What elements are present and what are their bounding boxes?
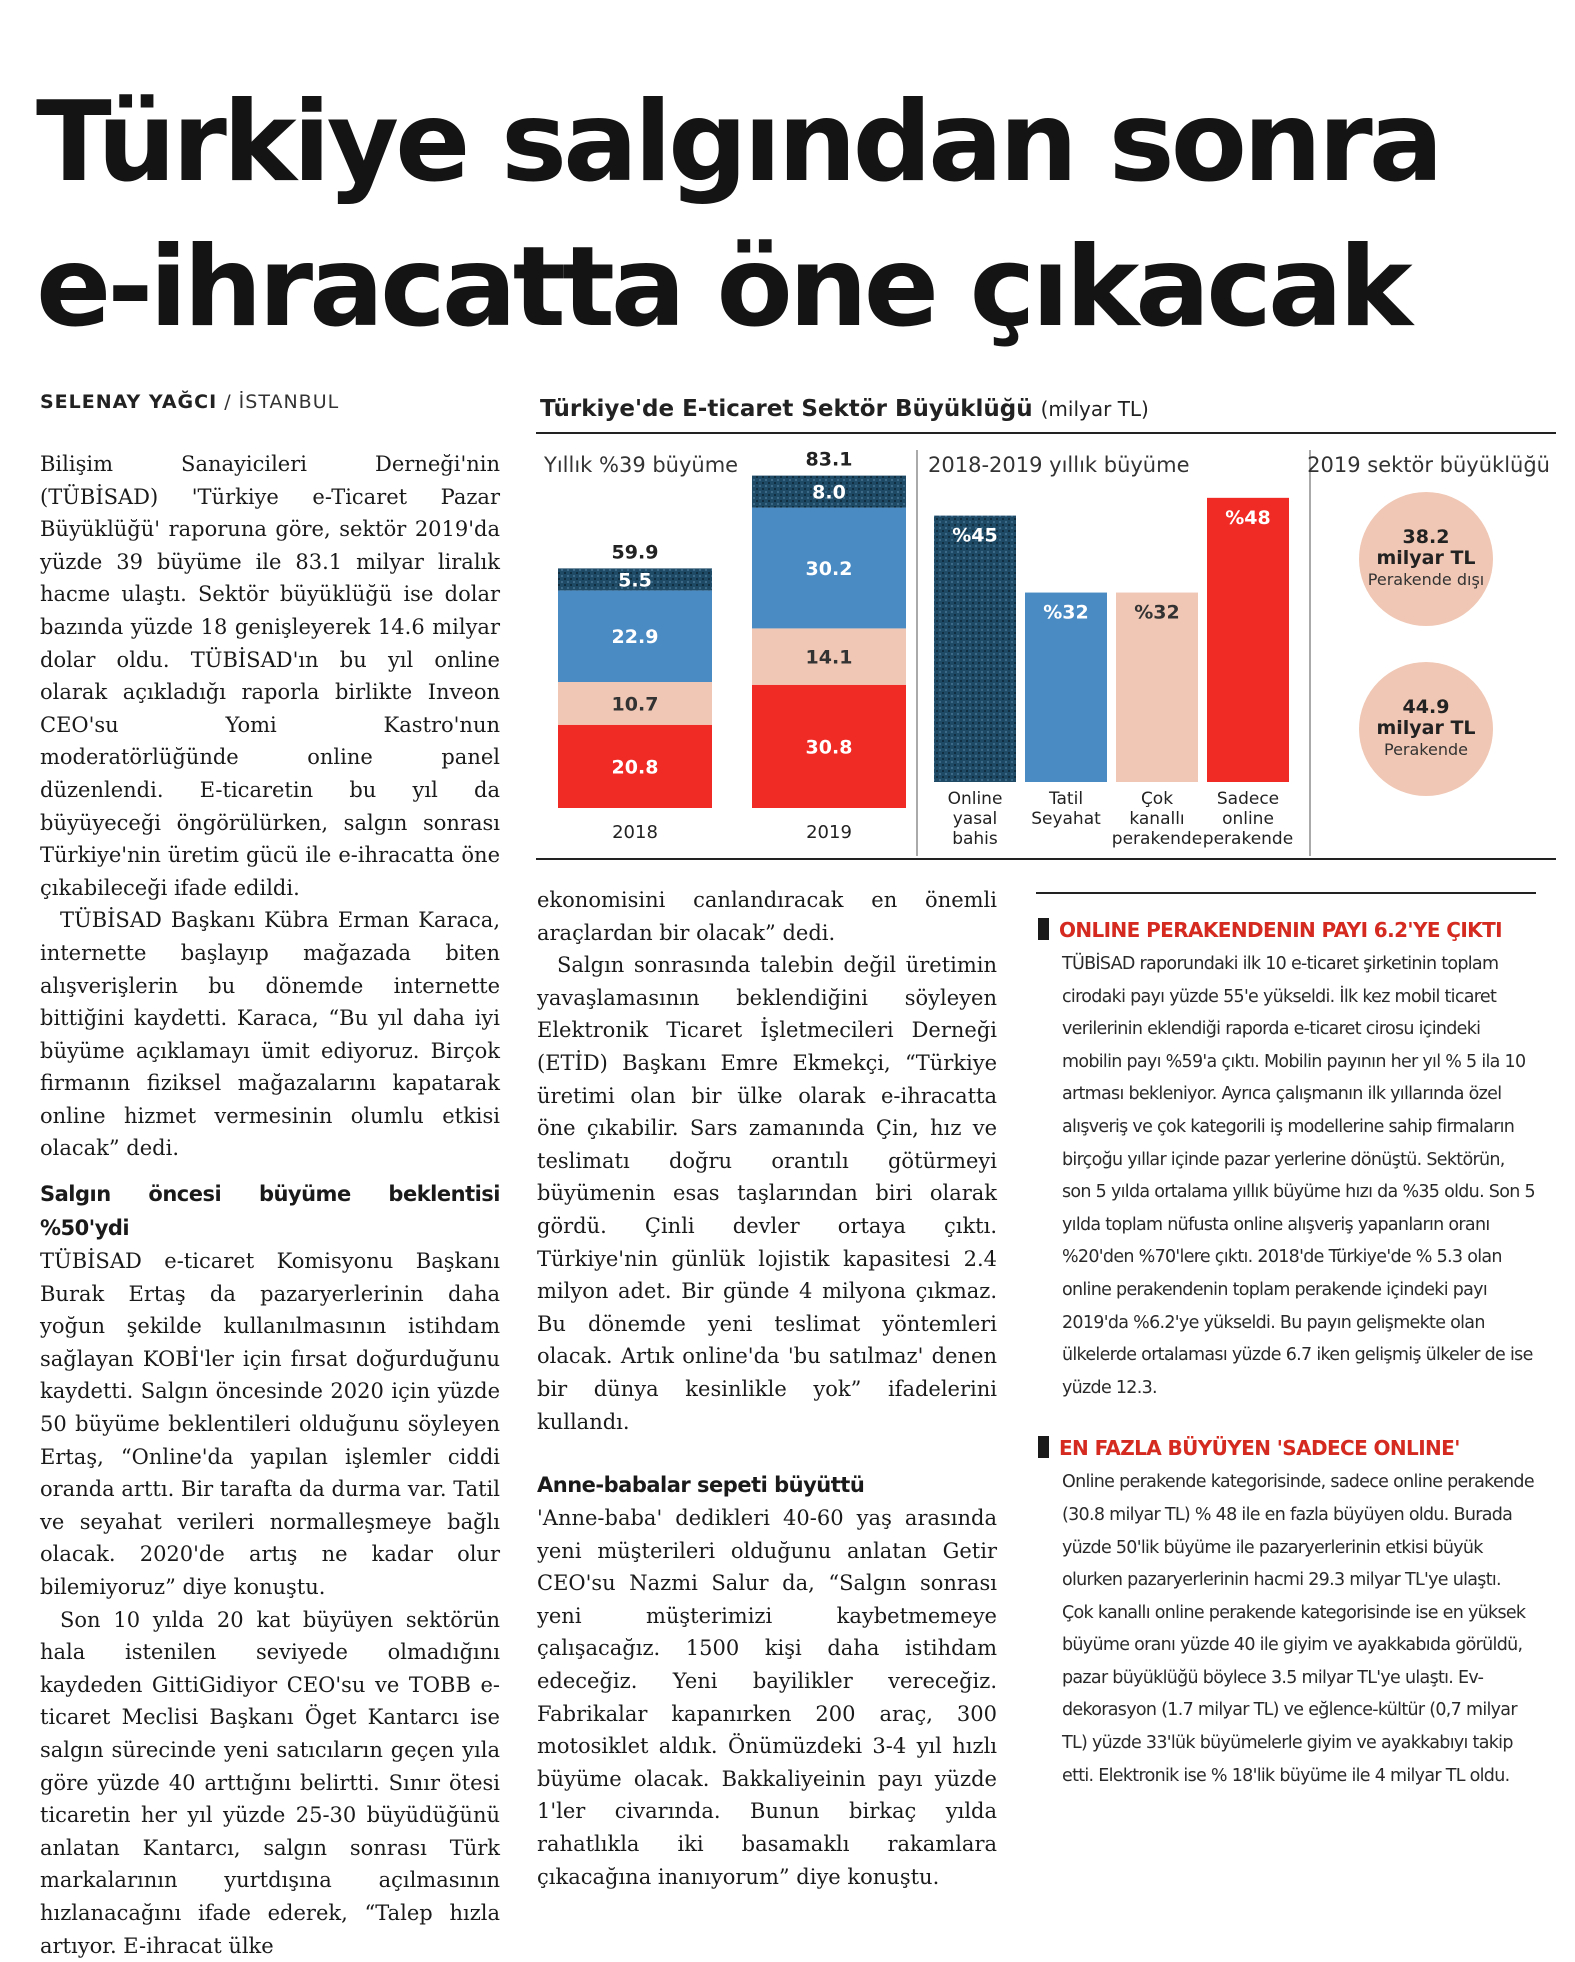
panel3-subtitle: 2019 sektör büyüklüğü	[1307, 453, 1550, 477]
circle-label: Perakende dışı	[1367, 570, 1485, 589]
middle-paragraph-2: Salgın sonrasında talebin değil üretimin yavaşlamasının beklendiğini söyleyen Elektronik Ticaret İşletmecileri Derneği (ETİD) Başkanı Emre Ekmekçi, “Türkiye üretimi olan bir ülke olarak e-ihracatta öne çıkabilir. Sars zamanında Çin, hız ve teslimatı doğru orantılı götürmeyi büyümenin esas taşlarından biri olarak gördü. Çinli devler ortaya çıktı. Türkiye'nin günlük lojistik kapasitesi 2.4 milyon adet. Bir günde 4 milyona çıkmaz. Bu dönemde yeni teslimat yöntemleri olacak. Artık online'da 'bu satılmaz' denen bir dünya kesinlikle yok” ifadelerini kullandı.	[537, 953, 997, 1434]
category-label: Çok	[1140, 789, 1174, 809]
headline-line-2: e-ihracatta öne çıkacak	[36, 223, 1409, 352]
category-label: online	[1222, 809, 1274, 829]
sidebar-column	[1038, 912, 1535, 1792]
sidebar-box2-text: Online perakende kategorisinde, sadece online perakende (30.8 milyar TL) % 48 ile en fazla büyüyen oldu. Burada yüzde 50'lik büyüme ile pazaryerlerinin etkisi büyük olurken pazaryerlerinin hacmi 29.3 milyar TL'ye ulaştı. Çok kanallı online perakende kategorisinde ise en yüksek büyüme oranı yüzde 40 ile giyim ve ayakkabıda görüldü, pazar büyüklüğü böylece 3.5 milyar TL'ye ulaştı. Ev-dekorasyon (1.7 milyar TL) ve eğlence-kültür (0,7 milyar TL) yüzde 33'lük büyümelerle giyim ve ayakkabıyı takip etti. Elektronik ise % 18'lik büyüme ile 4 milyar TL oldu.	[1062, 1472, 1534, 1786]
category-label: bahis	[952, 829, 998, 849]
x-tick-label: 2018	[612, 822, 658, 843]
chart-area	[536, 436, 1556, 860]
category-label: kanallı	[1129, 809, 1185, 829]
sidebar-box2-title-text: EN FAZLA BÜYÜYEN 'SADECE ONLINE'	[1059, 1436, 1460, 1461]
growth-bar	[934, 516, 1016, 782]
chart-title	[540, 396, 1149, 422]
middle-paragraph-3: 'Anne-baba' dedikleri 40-60 yaş arasında yeni müşterileri olduğunu anlatan Getir CEO'su Nazmi Salur da, “Salgın sonrası yeni müşterimizi kaybetmemeye çalışacağız. 1500 kişi daha istihdam edeceğiz. Yeni bayilikler vereceğiz. Fabrikalar kapanırken 200 araç, 300 motosiklet aldık. Önümüzdeki 3-4 yıl hızlı büyüme olacak. Bakkaliyeinin payı yüzde 1'ler civarında. Bunun birkaç yılda rahatlıkla iki basamaklı rakamlara çıkacağına inanıyorum” diye konuştu.	[537, 1506, 997, 1889]
chart-top-rule	[536, 432, 1556, 434]
left-paragraph-4: Son 10 yılda 20 kat büyüyen sektörün hala istenilen seviyede olmadığını kaydeden GittiGidiyor CEO'su ve TOBB e-ticaret Meclisi Başkanı Öget Kantarcı ise salgın sürecinde yeni satıcıların geçen yıla göre yüzde 40 arttığını belirtti. Sınır ötesi ticaretin her yıl yüzde 25-30 büyüdüğünü anlatan Kantarcı, salgın sonrası Türk markalarının yurtdışına açılmasının hızlanacağını ifade ederek, “Talep hızla artıyor. E-ihracat ülke	[40, 1607, 500, 1958]
circle-unit: milyar TL	[1376, 717, 1476, 739]
sidebar-top-rule	[1036, 892, 1536, 894]
bar-total-label: 83.1	[805, 448, 853, 471]
middle-paragraph-1: ekonomisini canlandıracak en önemli araçlardan bir olacak” dedi.	[537, 888, 997, 945]
growth-bar-label: %48	[1225, 506, 1271, 529]
headline-line-1: Türkiye salgından sonra	[36, 78, 1440, 207]
sidebar-box1-text: TÜBİSAD raporundaki ilk 10 e-ticaret şirketinin toplam cirodaki payı yüzde 55'e yükseldi. İlk kez mobil ticaret verilerinin eklendiği raporda e-ticaret cirosu içindeki mobilin payı %59'a çıktı. Mobilin payının her yıl % 5 ila 10 artması bekleniyor. Ayrıca çalışmanın ilk yıllarında özel alışveriş ve çok kategorili iş modellerine sahip firmaların birçoğu yıllar içinde pazar yerlerine dönüştü. Sektörün, son 5 yılda ortalama yıllık büyüme hızı da %35 oldu. Son 5 yılda toplam nüfusta online alışveriş yapanların oranı %20'den %70'lere çıktı. 2018'de Türkiye'de % 5.3 olan online perakendenin toplam perakende içindeki payı 2019'da %6.2'ye yükseldi. Bu payın gelişmekte olan ülkelerde ortalaması yüzde 6.7 iken gelişmiş ülkeler de ise yüzde 12.3.	[1062, 954, 1535, 1398]
panel2-subtitle: 2018-2019 yıllık büyüme	[928, 453, 1190, 477]
category-label: perakende	[1202, 829, 1294, 849]
sidebar-box1-title	[1038, 912, 1535, 948]
category-label: Seyahat	[1031, 809, 1101, 829]
growth-bar	[1207, 498, 1289, 782]
byline-location: İSTANBUL	[238, 391, 340, 413]
circle-label: Perakende	[1384, 740, 1468, 759]
left-column	[40, 448, 500, 1962]
category-label: Tatil	[1048, 789, 1084, 809]
bar-total-label: 59.9	[611, 541, 659, 564]
segment-label: 20.8	[611, 756, 659, 779]
left-paragraph-3: TÜBİSAD e-ticaret Komisyonu Başkanı Burak Ertaş da pazaryerlerinin daha yoğun şekilde kullanılmasının istihdam sağlayan KOBİ'ler için fırsat doğurduğunu kaydetti. Salgın öncesinde 2020 için yüzde 50 büyüme beklentileri olduğunu söyleyen Ertaş, “Online'da yapılan işlemler ciddi oranda arttı. Bir tarafta da durma var. Tatil ve seyahat verileri normalleşmeye bağlı olacak. 2020'de artış ne kadar olur bilemiyoruz” diye konuştu.	[40, 1249, 500, 1599]
byline: SELENAY YAĞCI / İSTANBUL	[40, 391, 340, 413]
segment-label: 14.1	[805, 646, 853, 669]
byline-author: SELENAY YAĞCI	[40, 391, 218, 413]
circle-value: 44.9	[1402, 696, 1450, 718]
x-tick-label: 2019	[806, 822, 852, 843]
chart-svg	[536, 436, 1556, 856]
segment-label: 22.9	[611, 626, 659, 649]
middle-column	[537, 884, 997, 1893]
segment-label: 8.0	[812, 481, 846, 504]
left-paragraph-2: TÜBİSAD Başkanı Kübra Erman Karaca, internette başlayıp mağazada biten alışverişlerin bu dönemde internette bittiğini kaydetti. Karaca, “Bu yıl daha iyi büyüme açıklamayı ümit ediyoruz. Birçok firmanın fiziksel mağazalarını kapatarak online hizmet vermesinin olumlu etkisi olacak” dedi.	[40, 908, 500, 1161]
chart-unit: (milyar TL)	[1040, 397, 1149, 421]
headline	[36, 70, 1556, 360]
segment-label: 30.8	[805, 736, 853, 759]
chart-bottom-rule	[536, 858, 1556, 860]
category-label: Sadece	[1216, 789, 1280, 809]
sidebar-box2-title	[1038, 1430, 1535, 1466]
chart-title-text: Türkiye'de E-ticaret Sektör Büyüklüğü	[540, 396, 1033, 422]
panel1-subtitle: Yıllık %39 büyüme	[544, 453, 739, 477]
sidebar-box1-title-text: ONLINE PERAKENDENIN PAYI 6.2'YE ÇIKTI	[1059, 918, 1502, 942]
growth-bar-label: %45	[952, 524, 998, 547]
growth-bar-label: %32	[1134, 601, 1180, 624]
square-bullet-icon	[1038, 1436, 1049, 1458]
circle-value: 38.2	[1402, 526, 1450, 548]
category-label: yasal	[952, 809, 998, 829]
category-label: Online	[947, 789, 1003, 809]
segment-label: 10.7	[611, 693, 659, 716]
segment-label: 5.5	[618, 569, 652, 592]
circle-unit: milyar TL	[1376, 547, 1476, 569]
left-paragraph-1: Bilişim Sanayicileri Derneği'nin (TÜBİSAD) 'Türkiye e-Ticaret Pazar Büyüklüğü' raporuna göre, sektör 2019'da yüzde 39 büyüme ile 83.1 milyar liralık hacme ulaştı. Sektör büyüklüğü ise dolar bazında yüzde 18 genişleyerek 14.6 milyar dolar oldu. TÜBİSAD'ın bu yıl online olarak açıkladığı raporla birlikte Inveon CEO'su Yomi Kastro'nun moderatörlüğünde online panel düzenlendi. E-ticaretin bu yıl da büyüyeceği öngörülürken, salgın sonrası Türkiye'nin üretim gücü ile e-ihracatta öne çıkabileceği ifade edildi.	[40, 452, 500, 900]
middle-subhead: Anne-babalar sepeti büyüttü	[537, 1473, 865, 1498]
category-label: perakende	[1111, 829, 1203, 849]
square-bullet-icon	[1038, 918, 1049, 940]
growth-bar-label: %32	[1043, 601, 1089, 624]
left-subhead: Salgın öncesi büyüme beklentisi %50'ydi	[40, 1182, 500, 1241]
segment-label: 30.2	[805, 558, 853, 580]
sidebar-gap	[1038, 1404, 1535, 1430]
